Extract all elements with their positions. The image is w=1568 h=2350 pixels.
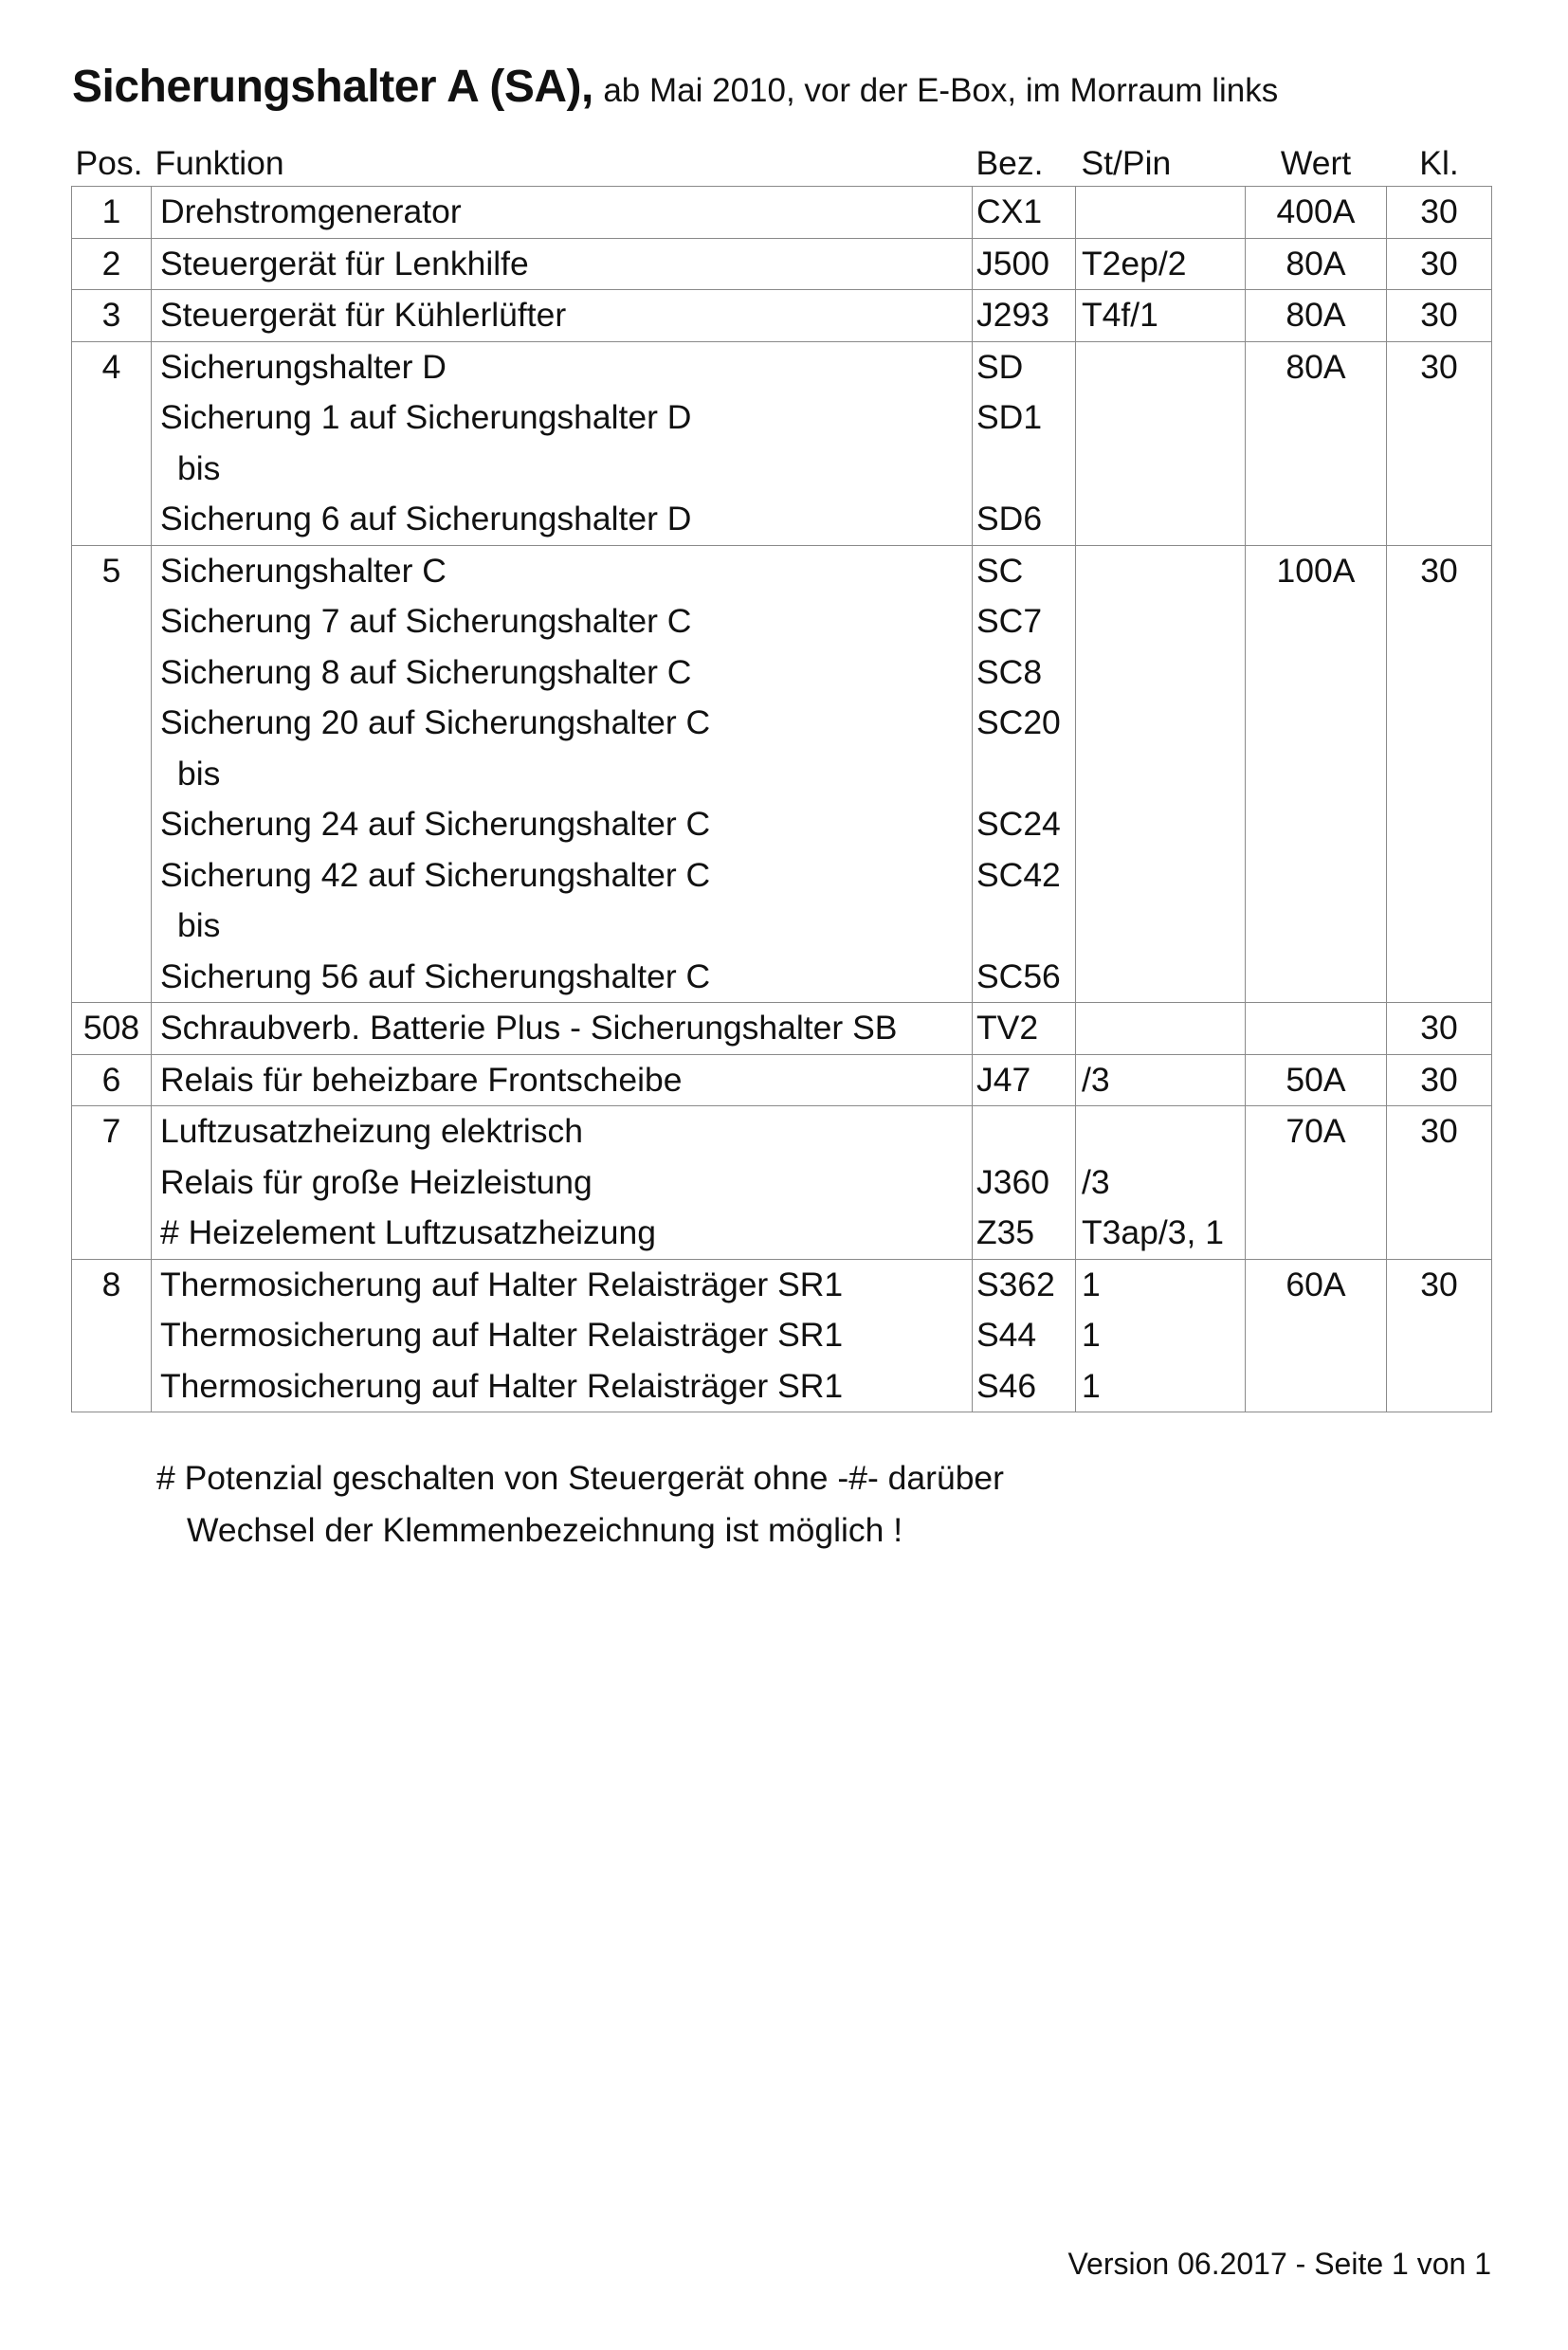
cell-line: Relais für große Heizleistung [160,1162,593,1201]
cell-line [976,749,1075,800]
cell-bez [973,1003,1076,1055]
cell-stpin [1076,1106,1246,1260]
cell-line: S44 [976,1316,1037,1354]
cell-line: SC24 [976,805,1061,843]
footnote-line: Wechsel der Klemmenbezeichnung ist möglich ! [187,1511,903,1549]
cell-kl: 30 [1387,187,1492,239]
cell-line: /3 [1082,1162,1110,1201]
cell-line: Sicherung 20 auf Sicherungshalter C [160,703,711,741]
cell-line: Sicherung 7 auf Sicherungshalter C [160,602,692,640]
table-row [72,341,1492,545]
cell-funktion [152,238,973,290]
cell-bez [973,341,1076,545]
cell-line: Thermosicherung auf Halter Relaisträger SR1 [160,1265,844,1303]
cell-line: Steuergerät für Kühlerlüfter [160,296,567,334]
cell-funktion [152,1259,973,1412]
cell-line: Sicherung 42 auf Sicherungshalter C [160,855,711,894]
cell-pos: 1 [72,187,152,239]
page-footer: Version 06.2017 - Seite 1 von 1 [1067,2247,1491,2281]
cell-kl: 30 [1387,238,1492,290]
cell-line [1082,698,1245,749]
page-title [72,61,1278,113]
cell-line: J360 [976,1162,1049,1201]
cell-line [1082,546,1245,597]
cell-pos: 8 [72,1259,152,1412]
cell-line: Sicherungshalter D [160,347,447,386]
cell-stpin [1076,187,1246,239]
cell-pos: 2 [72,238,152,290]
cell-pos: 4 [72,341,152,545]
cell-line: bis [177,448,221,487]
cell-line: SD [976,347,1024,386]
footnotes [156,1452,1004,1557]
column-header-pos: Pos. [72,140,152,187]
cell-wert: 100A [1246,545,1387,1003]
cell-line: T2ep/2 [1082,244,1187,282]
cell-pos: 5 [72,545,152,1003]
cell-pos: 7 [72,1106,152,1260]
cell-line: Sicherung 8 auf Sicherungshalter C [160,652,692,691]
cell-pos: 3 [72,290,152,342]
cell-kl: 30 [1387,290,1492,342]
cell-bez [973,1259,1076,1412]
column-header-funktion: Funktion [152,140,973,187]
cell-line: /3 [1082,1060,1110,1099]
cell-line [1082,952,1245,1003]
cell-wert: 80A [1246,238,1387,290]
table-row [72,187,1492,239]
cell-line [1082,342,1245,393]
cell-line: bis [177,754,221,792]
cell-line: SC20 [976,703,1061,741]
cell-wert [1246,1003,1387,1055]
cell-kl: 30 [1387,1106,1492,1260]
cell-line: # Heizelement Luftzusatzheizung [160,1213,656,1251]
cell-bez [973,290,1076,342]
cell-line [1082,647,1245,699]
table-row [72,1003,1492,1055]
cell-line: Sicherung 6 auf Sicherungshalter D [160,500,692,537]
cell-line: S46 [976,1366,1037,1405]
cell-line: Thermosicherung auf Halter Relaisträger SR1 [160,1316,844,1354]
footnote-line: # Potenzial geschalten von Steuergerät ohne -#- darüber [156,1459,1005,1497]
cell-bez [973,545,1076,1003]
cell-bez [973,1054,1076,1106]
cell-line [1082,901,1245,952]
table-row [72,1106,1492,1260]
cell-line: SD1 [976,398,1043,436]
cell-line: SC [976,551,1024,590]
cell-stpin [1076,1003,1246,1055]
cell-line: SD6 [976,500,1043,537]
cell-pos: 6 [72,1054,152,1106]
cell-kl: 30 [1387,545,1492,1003]
cell-line: SC56 [976,956,1061,995]
cell-line [1082,187,1245,238]
cell-line [1082,392,1245,444]
cell-line: J293 [976,296,1049,334]
cell-line: Sicherung 56 auf Sicherungshalter C [160,956,711,995]
cell-line [1082,494,1245,545]
cell-line: Sicherung 24 auf Sicherungshalter C [160,805,711,843]
cell-kl: 30 [1387,1259,1492,1412]
cell-line: Drehstromgenerator [160,192,462,230]
cell-line: SC8 [976,652,1043,691]
cell-line: Z35 [976,1213,1035,1251]
column-header-stpin: St/Pin [1076,140,1246,187]
cell-line [1082,1003,1245,1054]
cell-line [1082,596,1245,647]
cell-line: Relais für beheizbare Frontscheibe [160,1060,683,1099]
cell-stpin [1076,341,1246,545]
cell-line: S362 [976,1265,1055,1303]
cell-line [1082,749,1245,800]
cell-funktion [152,1106,973,1260]
cell-line: Schraubverb. Batterie Plus - Sicherungshalter SB [160,1009,898,1047]
cell-line: 1 [1082,1265,1101,1303]
cell-line [1082,444,1245,495]
column-header-kl: Kl. [1387,140,1492,187]
cell-wert: 80A [1246,341,1387,545]
cell-line [976,1106,1075,1157]
table-row [72,1259,1492,1412]
cell-line: Luftzusatzheizung elektrisch [160,1112,583,1150]
cell-bez [973,187,1076,239]
cell-funktion [152,1003,973,1055]
cell-stpin [1076,545,1246,1003]
table-row [72,545,1492,1003]
cell-wert: 80A [1246,290,1387,342]
cell-kl: 30 [1387,341,1492,545]
title-main: Sicherungshalter A (SA), [72,62,593,112]
cell-line: 1 [1082,1316,1101,1354]
cell-kl: 30 [1387,1003,1492,1055]
cell-line: Sicherung 1 auf Sicherungshalter D [160,398,692,436]
cell-funktion [152,341,973,545]
table-body [72,187,1492,1412]
cell-line: 1 [1082,1366,1101,1405]
cell-line: J47 [976,1060,1031,1099]
cell-line: TV2 [976,1009,1039,1047]
cell-funktion [152,187,973,239]
cell-kl: 30 [1387,1054,1492,1106]
cell-line [976,444,1075,495]
cell-line [1082,850,1245,902]
cell-funktion [152,545,973,1003]
cell-pos: 508 [72,1003,152,1055]
cell-wert: 60A [1246,1259,1387,1412]
cell-line: SC7 [976,602,1043,640]
table-header-row [72,140,1492,187]
cell-line: T4f/1 [1082,296,1158,334]
cell-line: Sicherungshalter C [160,551,447,590]
cell-line [1082,1106,1245,1157]
cell-line: T3ap/3, 1 [1082,1213,1224,1251]
column-header-wert: Wert [1246,140,1387,187]
cell-stpin [1076,290,1246,342]
cell-bez [973,238,1076,290]
cell-line [976,901,1075,952]
cell-line: J500 [976,244,1049,282]
cell-wert: 400A [1246,187,1387,239]
cell-line: bis [177,906,221,944]
cell-funktion [152,290,973,342]
cell-bez [973,1106,1076,1260]
table-row [72,1054,1492,1106]
cell-line: Thermosicherung auf Halter Relaisträger SR1 [160,1366,844,1405]
cell-stpin [1076,1259,1246,1412]
fuse-table [71,140,1492,1412]
cell-funktion [152,1054,973,1106]
table-row [72,238,1492,290]
cell-line: CX1 [976,192,1043,230]
cell-line [1082,799,1245,850]
cell-line: Steuergerät für Lenkhilfe [160,244,529,282]
cell-wert: 50A [1246,1054,1387,1106]
cell-stpin [1076,1054,1246,1106]
title-subtitle: ab Mai 2010, vor der E-Box, im Morraum links [603,72,1279,109]
cell-stpin [1076,238,1246,290]
column-header-bez: Bez. [973,140,1076,187]
cell-wert: 70A [1246,1106,1387,1260]
table-row [72,290,1492,342]
cell-line: SC42 [976,855,1061,894]
